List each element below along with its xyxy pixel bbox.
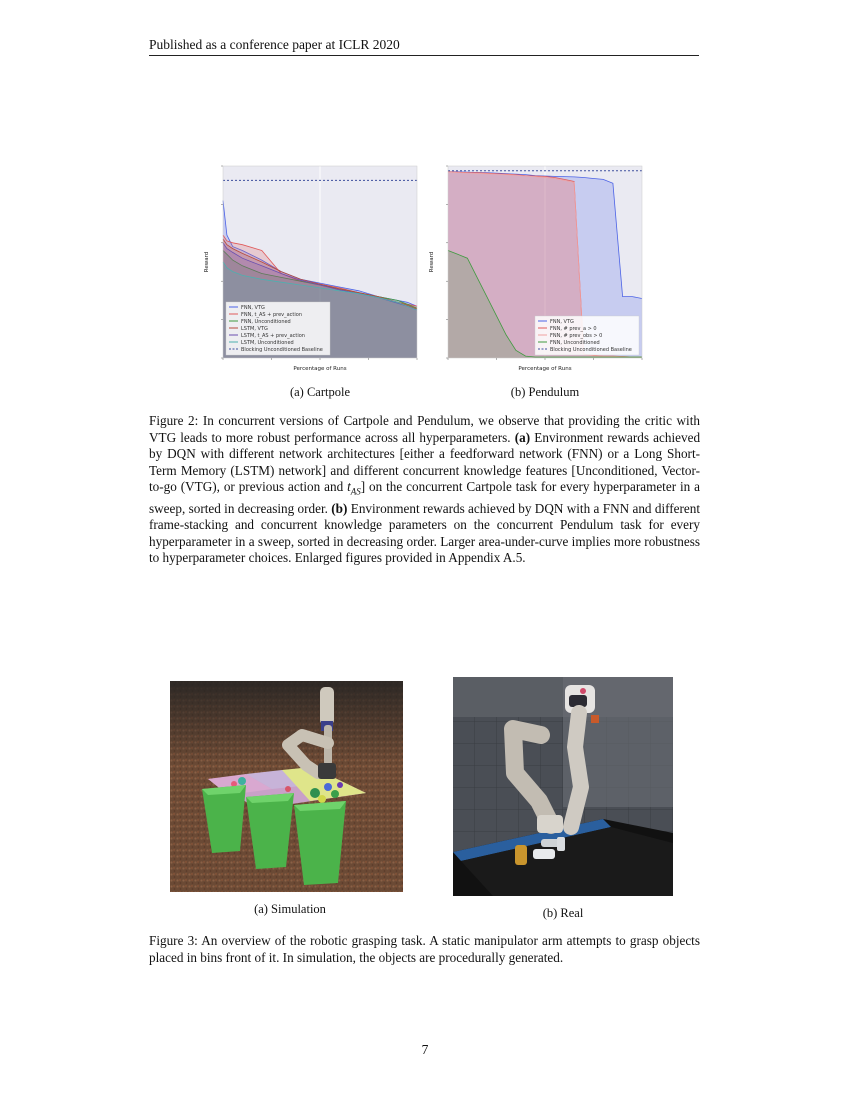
pendulum-chart-svg <box>425 160 665 380</box>
fig2-caption-a-text-2: ] on the concurrent Cartpole task for every hyperparameter in a sweep, sorted in decreasing order. <box>149 479 700 516</box>
running-header: Published as a conference paper at ICLR 2020 <box>149 37 400 52</box>
cartpole-chart <box>200 160 440 380</box>
pendulum-chart <box>425 160 665 380</box>
legend-entry: FNN, Unconditioned <box>550 339 600 346</box>
cartpole-chart-svg <box>200 160 440 380</box>
fig2-caption-a-tag: (a) <box>514 429 531 445</box>
fig2-caption-intro: In concurrent versions of Cartpole and Pendulum, we observe that providing the critic with VTG leads to more robust performance across all hyperparameters. <box>149 413 700 445</box>
page-number: 7 <box>421 1042 429 1057</box>
fig3-subcaption-a: (a) Simulation <box>254 902 326 916</box>
y-axis-label: Reward <box>429 251 435 273</box>
real-robot-image <box>453 677 673 896</box>
simulation-image <box>170 681 403 892</box>
legend-entry: FNN, VTG <box>241 304 265 311</box>
fig3-subcaption-b: (b) Real <box>542 906 584 920</box>
fig2-caption-b-tag: (b) <box>331 500 348 516</box>
fig2-caption-math: $t_{AS}$ <box>347 479 361 498</box>
fig3-caption-text: An overview of the robotic grasping task. A static manipulator arm attempts to grasp objects placed in bins front of it. In simulation, the objects are procedurally generated. <box>149 933 700 965</box>
fig2-caption-label: Figure 2: <box>149 413 199 428</box>
legend-entry: FNN, VTG <box>550 318 574 325</box>
legend-entry: FNN, t_AS + prev_action <box>241 311 303 318</box>
fig3-caption <box>149 933 700 966</box>
fig2-caption-b-text: Environment rewards achieved by DQN with a FNN and different frame-stacking and concurrent knowledge parameters on the concurrent Pendulum task for every hyperparameter in a sweep, sorted in decreasing order. Larger area-under-curve implies more robustness to hyperparameter choices. Enlarged figures provided in Appendix A.5. <box>149 500 701 566</box>
fig2-subcaption-a: (a) Cartpole <box>289 385 351 399</box>
y-axis-label: Reward <box>204 251 210 273</box>
x-axis-label: Percentage of Runs <box>293 366 347 372</box>
legend-entry: FNN, # prev_obs > 0 <box>550 332 603 339</box>
legend-entry: LSTM, t_AS + prev_action <box>241 332 305 339</box>
x-axis-label: Percentage of Runs <box>518 366 572 372</box>
legend-entry: Blocking Unconditioned Baseline <box>241 346 323 353</box>
legend-entry: Blocking Unconditioned Baseline <box>550 346 632 353</box>
legend-entry: FNN, Unconditioned <box>241 318 291 325</box>
fig2-caption <box>149 413 700 567</box>
header-rule <box>149 55 699 56</box>
fig3-caption-label: Figure 3: <box>149 933 198 948</box>
legend-entry: LSTM, VTG <box>241 325 268 332</box>
legend-entry: FNN, # prev_a > 0 <box>550 325 597 332</box>
legend-entry: LSTM, Unconditioned <box>241 339 294 346</box>
fig2-caption-a-text-1: Environment rewards achieved by DQN with different network architectures [either a feedforward network (FNN) or a Long Short-Term Memory (LSTM) network] and different concurrent knowledge features [Unconditioned, Vector-to-go (VTG), or previous action and <box>149 429 701 495</box>
fig2-subcaption-b: (b) Pendulum <box>510 385 580 399</box>
